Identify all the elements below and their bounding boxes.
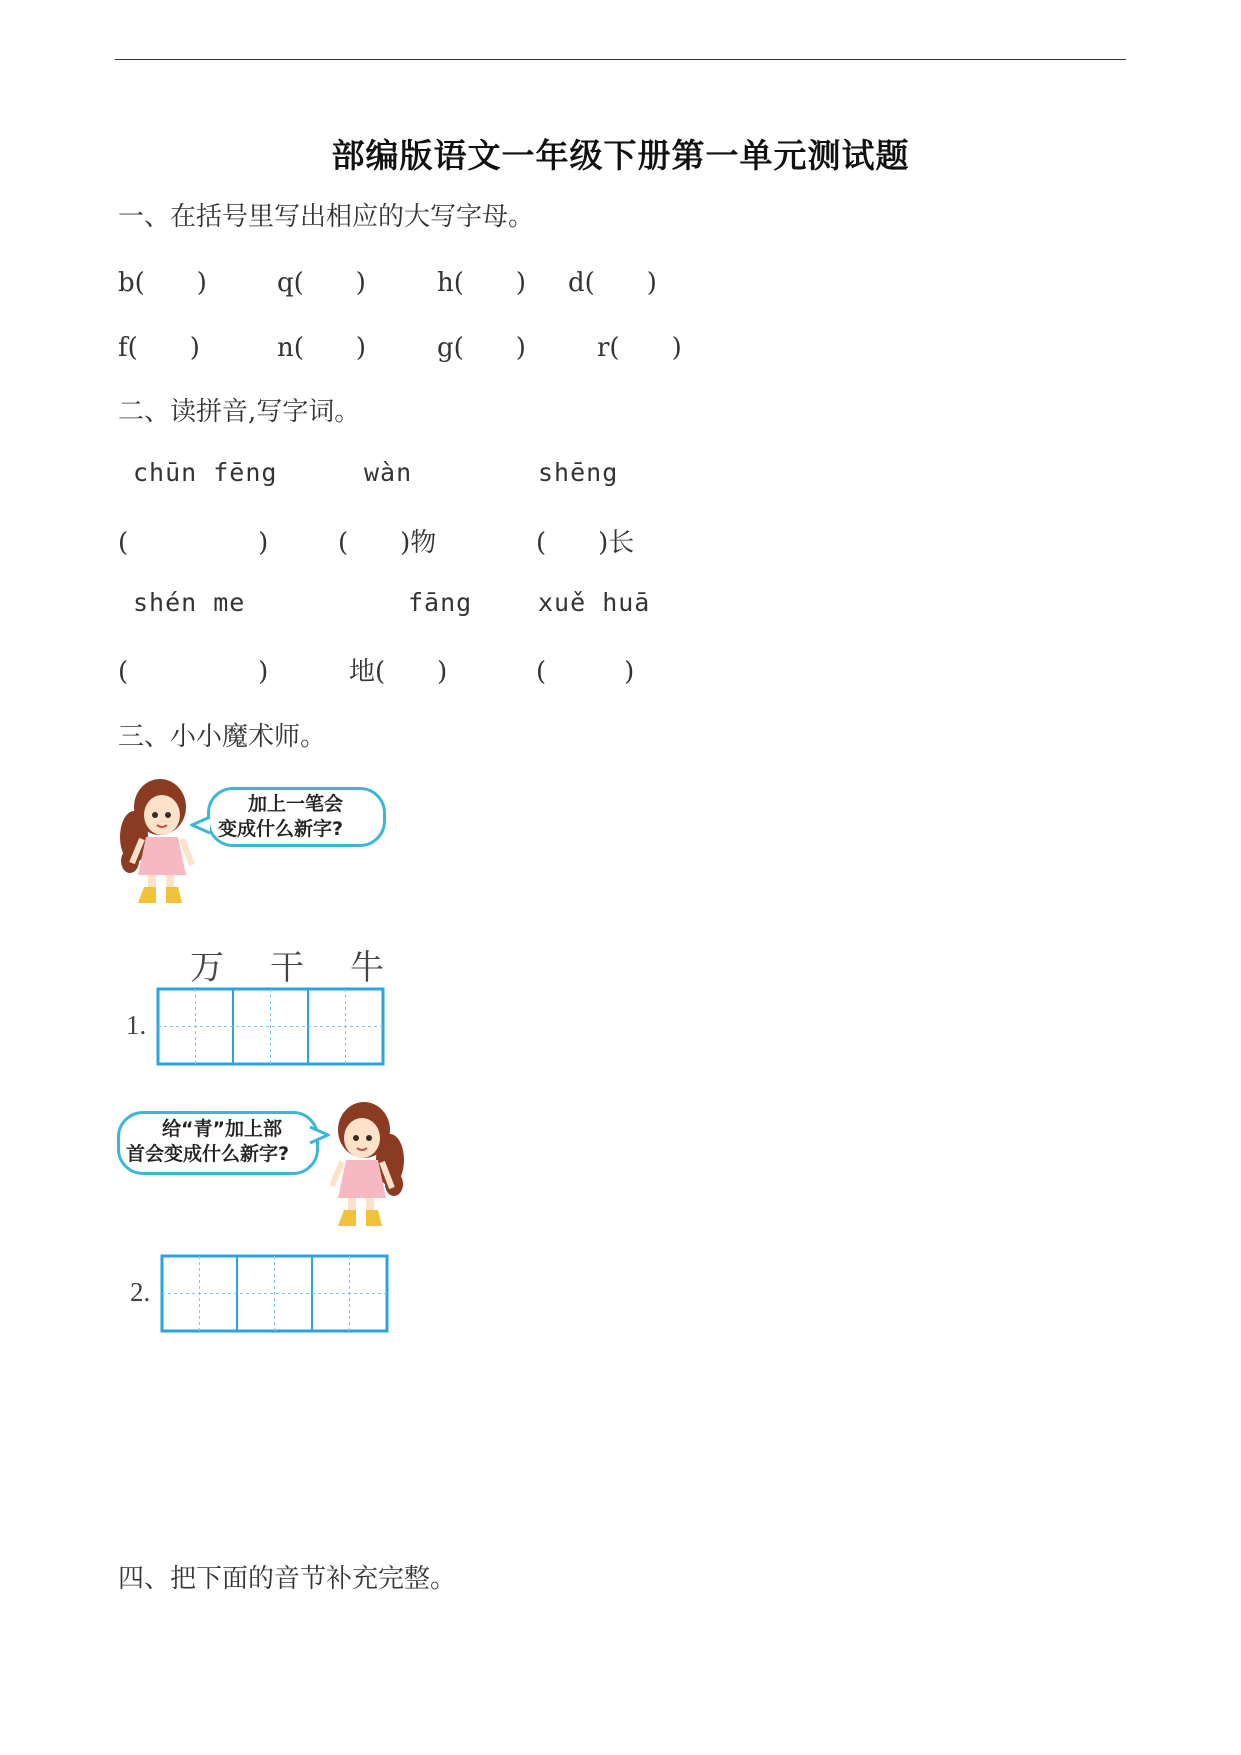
character-label: 牛 <box>350 950 384 987</box>
q1-heading: 一、在括号里写出相应的大写字母。 <box>118 202 535 232</box>
bubble-line: 加上一笔会 <box>248 793 344 815</box>
girl-illustration-1 <box>112 775 202 910</box>
q2-heading: 二、读拼音,写字词。 <box>118 397 361 427</box>
pinyin: chūn fēng <box>133 458 278 487</box>
answer-blank: ( ) <box>118 657 269 687</box>
writing-grid-2 <box>160 1254 390 1334</box>
answer-blank: ( )物 <box>338 528 437 558</box>
q1-item: g( ) <box>437 333 526 363</box>
bubble-line: 首会变成什么新字? <box>126 1143 290 1165</box>
q1-item: h( ) <box>437 268 527 298</box>
bubble-line: 变成什么新字? <box>218 818 344 840</box>
answer-blank: ( )长 <box>536 528 635 558</box>
speech-bubble-2 <box>117 1111 319 1175</box>
speech-bubble-1 <box>207 787 386 847</box>
answer-blank: ( ) <box>118 528 269 558</box>
q4-heading: 四、把下面的音节补充完整。 <box>118 1564 457 1594</box>
pinyin: xuě huā <box>538 588 651 617</box>
q1-item: n( ) <box>277 333 367 363</box>
bubble-tail <box>190 815 212 835</box>
character-label: 干 <box>270 950 304 987</box>
item-number: 1. <box>126 1010 147 1040</box>
item-number: 2. <box>130 1277 151 1307</box>
q1-item: d( ) <box>568 268 657 298</box>
pinyin: wàn <box>364 458 413 487</box>
q3-heading: 三、小小魔术师。 <box>118 722 327 752</box>
character-label: 万 <box>190 950 224 987</box>
q1-item: f( ) <box>118 333 200 363</box>
q1-item: q( ) <box>277 268 366 298</box>
pinyin: shēng <box>538 458 619 487</box>
girl-illustration-2 <box>322 1098 412 1233</box>
pinyin: fāng <box>408 588 473 617</box>
answer-blank: 地( ) <box>349 657 448 687</box>
q1-item: b( ) <box>118 268 207 298</box>
bubble-line: 给“青”加上部 <box>162 1118 282 1140</box>
page-title: 部编版语文一年级下册第一单元测试题 <box>331 136 910 175</box>
pinyin: shén me <box>133 588 246 617</box>
answer-blank: ( ) <box>536 657 635 687</box>
q1-item: r( ) <box>597 333 682 363</box>
header-rule <box>115 59 1126 60</box>
writing-grid-1 <box>156 987 386 1067</box>
